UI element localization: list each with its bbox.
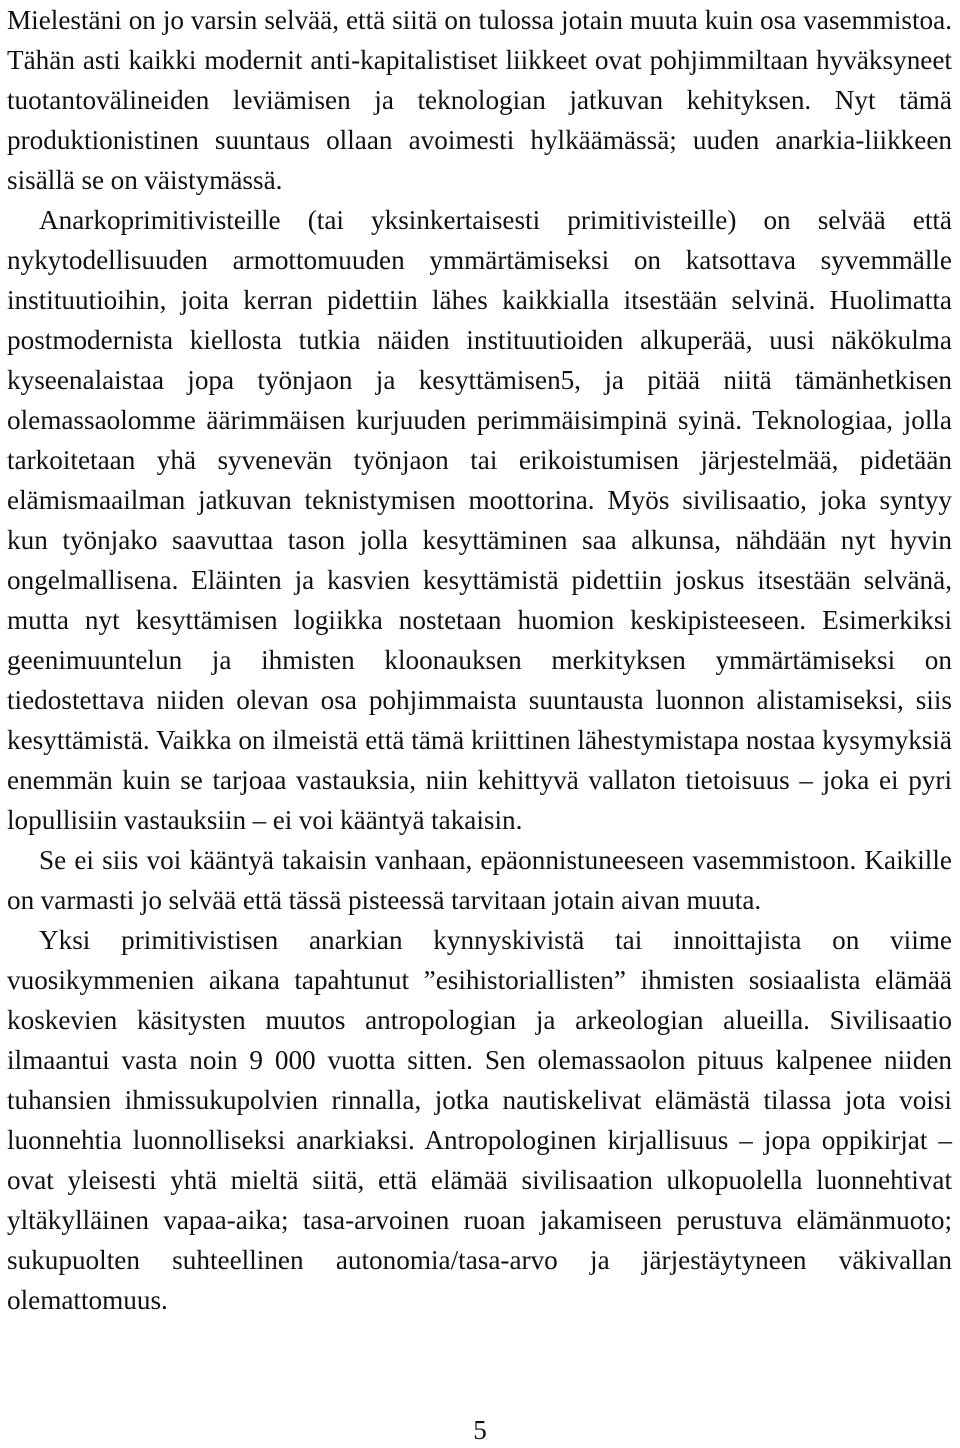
body-text xyxy=(7,0,952,1320)
paragraph-4: Yksi primitivistisen anarkian kynnyskivistä tai innoittajista on viime vuosikymmenien aikana tapahtunut ”esihistoriallisten” ihmisten sosiaalista elämää koskevien käsitysten muutos antropologian ja arkeologian alueilla. Sivilisaatio ilmaantui vasta noin 9 000 vuotta sitten. Sen olemassaolon pituus kalpenee niiden tuhansien ihmissukupolvien rinnalla, jotka nautiskelivat elämästä tilassa jota voisi luonnehtia luonnolliseksi anarkiaksi. Antropologinen kirjallisuus – jopa oppikirjat – ovat yleisesti yhtä mieltä siitä, että elämää sivilisaation ulkopuolella luonnehtivat yltäkylläinen vapaa-aika; tasa-arvoinen ruoan jakamiseen perustuva elämänmuoto; sukupuolten suhteellinen autonomia/tasa-arvo ja järjestäytyneen väkivallan olemattomuus. xyxy=(7,925,952,1315)
paragraph-1: Mielestäni on jo varsin selvää, että siitä on tulossa jotain muuta kuin osa vasemmistoa. Tähän asti kaikki modernit anti-kapitalistiset liikkeet ovat pohjimmiltaan hyväksyneet tuotantovälineiden leviämisen ja teknologian jatkuvan kehityksen. Nyt tämä produktionistinen suuntaus ollaan avoimesti hylkäämässä; uuden anarkia-liikkeen sisällä se on väistymässä. xyxy=(7,5,952,195)
page-number: 5 xyxy=(473,1415,487,1445)
paragraph-3: Se ei siis voi kääntyä takaisin vanhaan, epäonnistuneeseen vasemmistoon. Kaikille on varmasti jo selvää että tässä pisteessä tarvitaan jotain aivan muuta. xyxy=(7,845,952,915)
paragraph-2: Anarkoprimitivisteille (tai yksinkertaisesti primitivisteille) on selvää että nykytodellisuuden armottomuuden ymmärtämiseksi on katsottava syvemmälle instituutioihin, joita kerran pidettiin lähes kaikkialla itsestään selvinä. Huolimatta postmodernista kiellosta tutkia näiden instituutioiden alkuperää, uusi näkökulma kyseenalaistaa jopa työnjaon ja kesyttämisen5, ja pitää niitä tämänhetkisen olemassaolomme äärimmäisen kurjuuden perimmäisimpinä syinä. Teknologiaa, jolla tarkoitetaan yhä syvenevän työnjaon tai erikoistumisen järjestelmää, pidetään elämismaailman jatkuvan teknistymisen moottorina. Myös sivilisaatio, joka syntyy kun työnjako saavuttaa tason jolla kesyttäminen saa alkunsa, nähdään nyt hyvin ongelmallisena. Eläinten ja kasvien kesyttämistä pidettiin joskus itsestään selvänä, mutta nyt kesyttämisen logiikka nostetaan huomion keskipisteeseen. Esimerkiksi geenimuuntelun ja ihmisten kloonauksen merkityksen ymmärtämiseksi on tiedostettava niiden olevan osa pohjimmaista suuntausta luonnon alistamiseksi, siis kesyttämistä. Vaikka on ilmeistä että tämä kriittinen lähestymistapa nostaa kysymyksiä enemmän kuin se tarjoaa vastauksia, niin kehittyvä vallaton tietoisuus – joka ei pyri lopullisiin vastauksiin – ei voi kääntyä takaisin. xyxy=(7,205,952,835)
